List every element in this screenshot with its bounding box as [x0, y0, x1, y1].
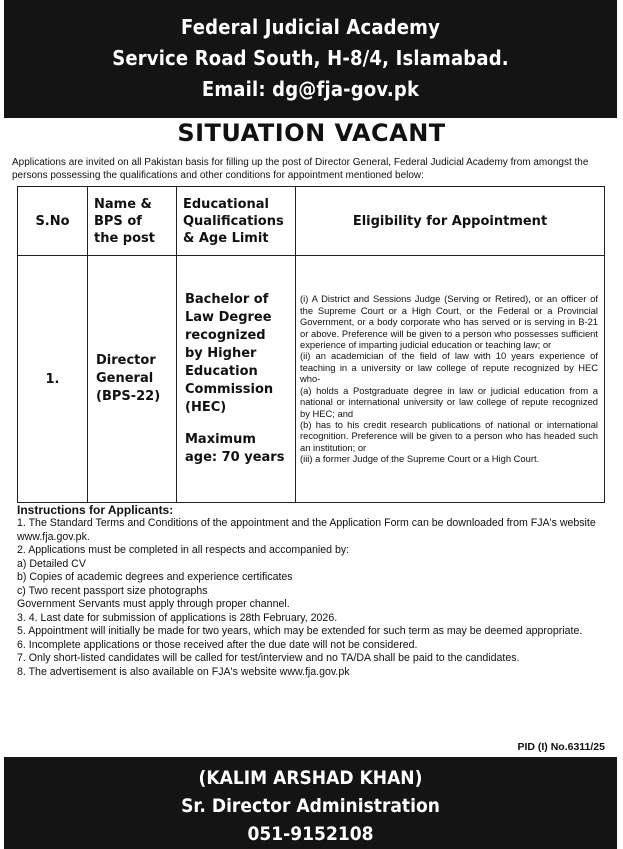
list-item: b) Copies of academic degrees and experience certificates	[17, 571, 293, 583]
list-item: Government Servants must apply through proper channel.	[17, 598, 290, 610]
list-item: a) Detailed CV	[17, 557, 86, 570]
footer-designation: Sr. Director Administration	[181, 795, 440, 817]
row-sno: 1.	[18, 256, 88, 503]
footer-banner	[4, 757, 617, 849]
list-item: c) Two recent passport size photographs	[17, 584, 208, 597]
footer-phone: 051-9152108	[247, 823, 374, 845]
header-academy-name: Federal Judicial Academy	[181, 15, 440, 39]
vacancy-table	[17, 186, 605, 503]
page-title: SITUATION VACANT	[177, 119, 446, 147]
row-age-limit: Maximum age: 70 years	[185, 432, 285, 465]
table-header-row	[18, 187, 605, 256]
list-item: 2. Applications must be completed in all respects and accompanied by:	[17, 544, 350, 556]
list-item: 1. The Standard Terms and Conditions of the appointment and the Application Form can be downloaded from FJA's website www.fja.gov.pk.	[17, 517, 596, 543]
header-eligibility: Eligibility for Appointment	[296, 187, 605, 256]
header-email: Email: dg@fja-gov.pk	[201, 77, 420, 101]
table-row	[18, 256, 605, 503]
instructions-heading: Instructions for Applicants:	[17, 503, 174, 517]
intro-paragraph: Applications are invited on all Pakistan basis for filling up the post of Director General, Federal Judicial Academy from amongst the persons possessing the qualifications and other conditions for appointment mentioned below:	[12, 157, 589, 181]
instructions-section	[17, 503, 617, 679]
pid-number: PID (I) No.6311/25	[517, 741, 605, 753]
list-item: 6. Incomplete applications or those received after the due date will not be considered.	[17, 638, 418, 651]
list-item: 5. Appointment will initially be made for two years, which may be extended for such term as may be deemed appropriate.	[17, 625, 583, 637]
header-address: Service Road South, H-8/4, Islamabad.	[112, 46, 509, 70]
list-item: 8. The advertisement is also available on FJA's website www.fja.gov.pk	[17, 665, 350, 678]
header-banner	[4, 0, 617, 118]
header-sno: S.No	[18, 187, 88, 256]
row-qualifications: Bachelor of Law Degree recognized by Higher Education Commission (HEC) Maximum age: 70 years	[177, 256, 296, 503]
footer-signatory-name: (KALIM ARSHAD KHAN)	[198, 767, 423, 789]
list-item: 7. Only short-listed candidates will be called for test/interview and no TA/DA shall be paid to the candidates.	[17, 652, 520, 664]
list-item: 3. 4. Last date for submission of applications is 28th February, 2026.	[17, 611, 338, 624]
row-post-name: Director General (BPS-22)	[88, 256, 177, 503]
header-qualifications: Educational Qualifications & Age Limit	[177, 187, 296, 256]
row-eligibility: (i) A District and Sessions Judge (Serving or Retired), or an officer of the Supreme Court or a High Court, or the Federal or a Provincial Government, or a body corporate who has served or is serving in B-21 or above. Preference will be given to a person who possesses sufficient experience of imparting judicial education or teaching law; or (ii) an academician of the field of law with 10 years experience of teaching in a university or law college of repute recognized by HEC who- (a) holds a Postgraduate degree in law or judicial education from a national or international university or law college of repute recognized by HEC; and (b) has to his credit research publications of national or international recognition. Preference will be given to a person who has headed such an institution; or (iii) a former Judge of the Supreme Court or a High Court.	[296, 256, 605, 503]
header-name: Name & BPS of the post	[88, 187, 177, 256]
